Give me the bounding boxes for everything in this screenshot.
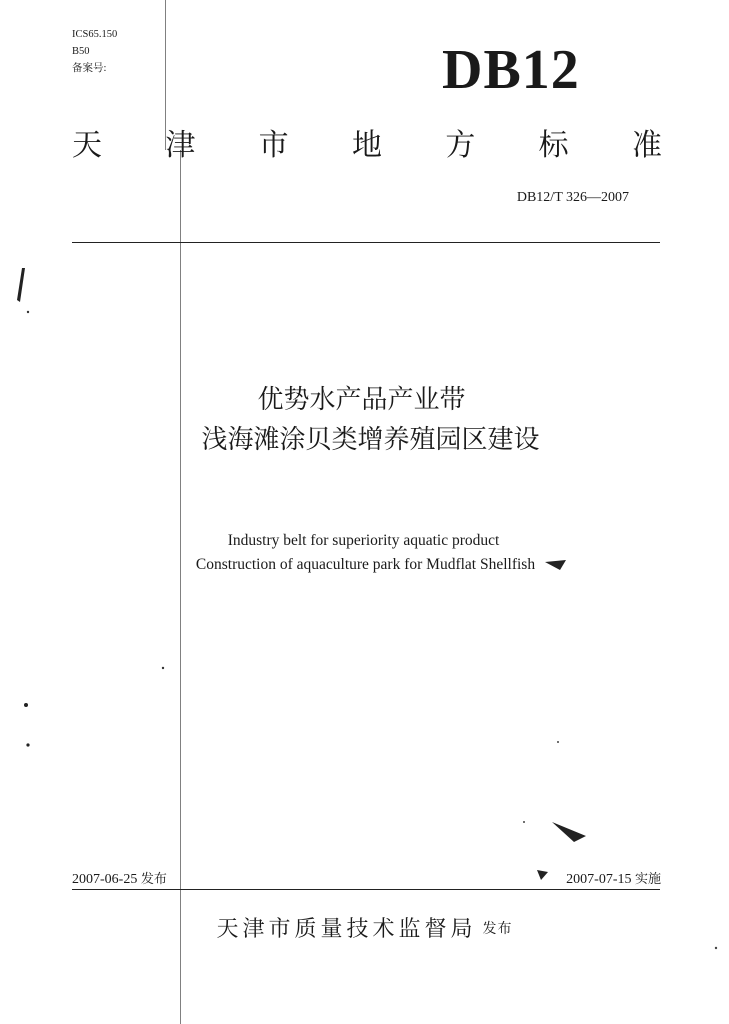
title-cn-line2: 浅海滩涂贝类增养殖园区建设	[201, 425, 540, 455]
issuer-name: 天津市质量技术监督局	[216, 917, 477, 942]
standard-code-mark: DB12	[442, 39, 580, 101]
title-en-line1: Industry belt for superiority aquatic product	[227, 532, 500, 549]
standard-number: DB12/T 326—2007	[516, 190, 629, 205]
issue-date-suffix: 发布	[140, 872, 167, 887]
implementation-date-suffix: 实施	[634, 872, 661, 887]
scan-mark	[545, 560, 566, 570]
classification-code: B50	[72, 46, 90, 57]
scan-speck	[162, 667, 164, 669]
scan-mark	[552, 822, 586, 842]
standard-type-char: 市	[258, 128, 289, 163]
title-cn-line1: 优势水产品产业带	[257, 385, 466, 415]
standard-type-char: 方	[445, 128, 476, 163]
filing-number-label: 备案号:	[72, 63, 107, 74]
standard-type-char: 准	[631, 128, 662, 163]
scan-speck	[24, 703, 28, 707]
title-en-line2: Construction of aquaculture park for Mudflat Shellfish	[195, 556, 536, 573]
standard-type-char: 地	[351, 128, 382, 163]
scan-speck	[27, 311, 29, 313]
implementation-date-value: 2007-07-15	[566, 872, 632, 887]
standard-type-char: 天	[72, 128, 102, 163]
scan-mark	[17, 268, 25, 302]
standard-type-char: 标	[538, 128, 569, 163]
issuer-action: 发布	[482, 921, 513, 937]
scan-speck	[523, 821, 525, 823]
standard-type-char: 津	[165, 128, 196, 163]
scan-speck	[557, 741, 559, 743]
scan-mark	[537, 870, 548, 880]
issue-date-value: 2007-06-25	[72, 872, 138, 887]
ics-code: ICS65.150	[72, 29, 118, 40]
scan-speck	[715, 947, 717, 949]
scan-speck	[26, 743, 29, 746]
